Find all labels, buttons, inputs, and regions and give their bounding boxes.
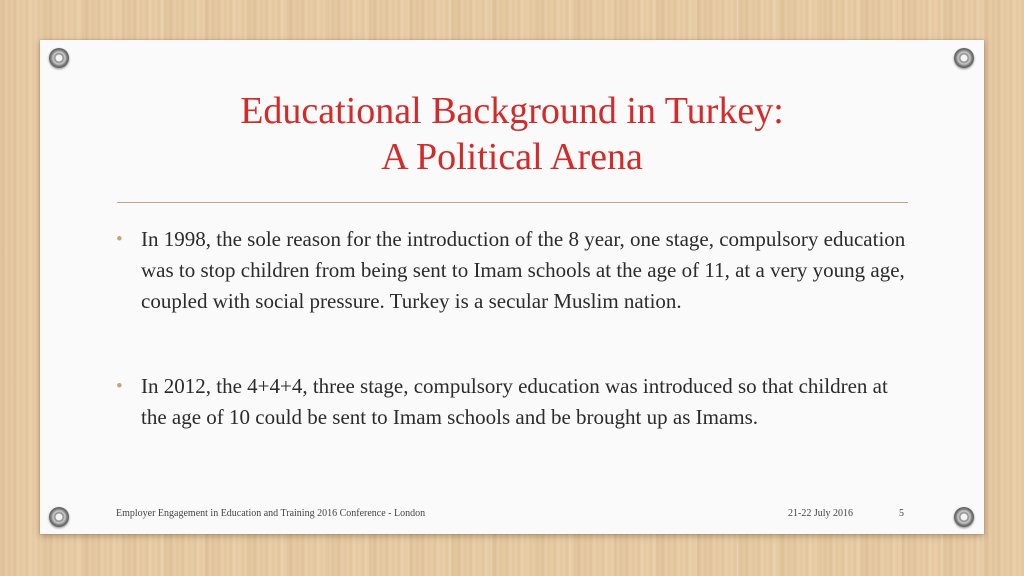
footer-event: Employer Engagement in Education and Training 2016 Conference - London (116, 508, 426, 519)
bullet-item (116, 224, 916, 317)
bullet-text: In 1998, the sole reason for the introduction of the 8 year, one stage, compulsory education was to stop children from being sent to Imam schools at the age of 11, at a very young age, coupled with social pressure. Turkey is a secular Muslim nation. (141, 227, 906, 313)
bullet-marker: • (116, 376, 123, 397)
bullet-marker: • (116, 229, 123, 250)
pushpin-icon (49, 48, 69, 68)
slide-card (40, 40, 984, 534)
pushpin-icon (954, 507, 974, 527)
page-number: 5 (899, 508, 904, 519)
bullet-text: In 2012, the 4+4+4, three stage, compulsory education was introduced so that children at the age of 10 could be sent to Imam schools and be brought up as Imams. (141, 374, 888, 429)
bullet-item (116, 371, 916, 433)
bullet-list (116, 224, 916, 433)
pushpin-icon (49, 507, 69, 527)
pushpin-icon (954, 48, 974, 68)
slide-title-line-1: Educational Background in Turkey: (240, 90, 784, 132)
footer-date: 21-22 July 2016 (788, 508, 853, 519)
slide-title-line-2: A Political Arena (381, 136, 643, 178)
title-divider (117, 202, 908, 203)
slide-title (40, 88, 984, 180)
